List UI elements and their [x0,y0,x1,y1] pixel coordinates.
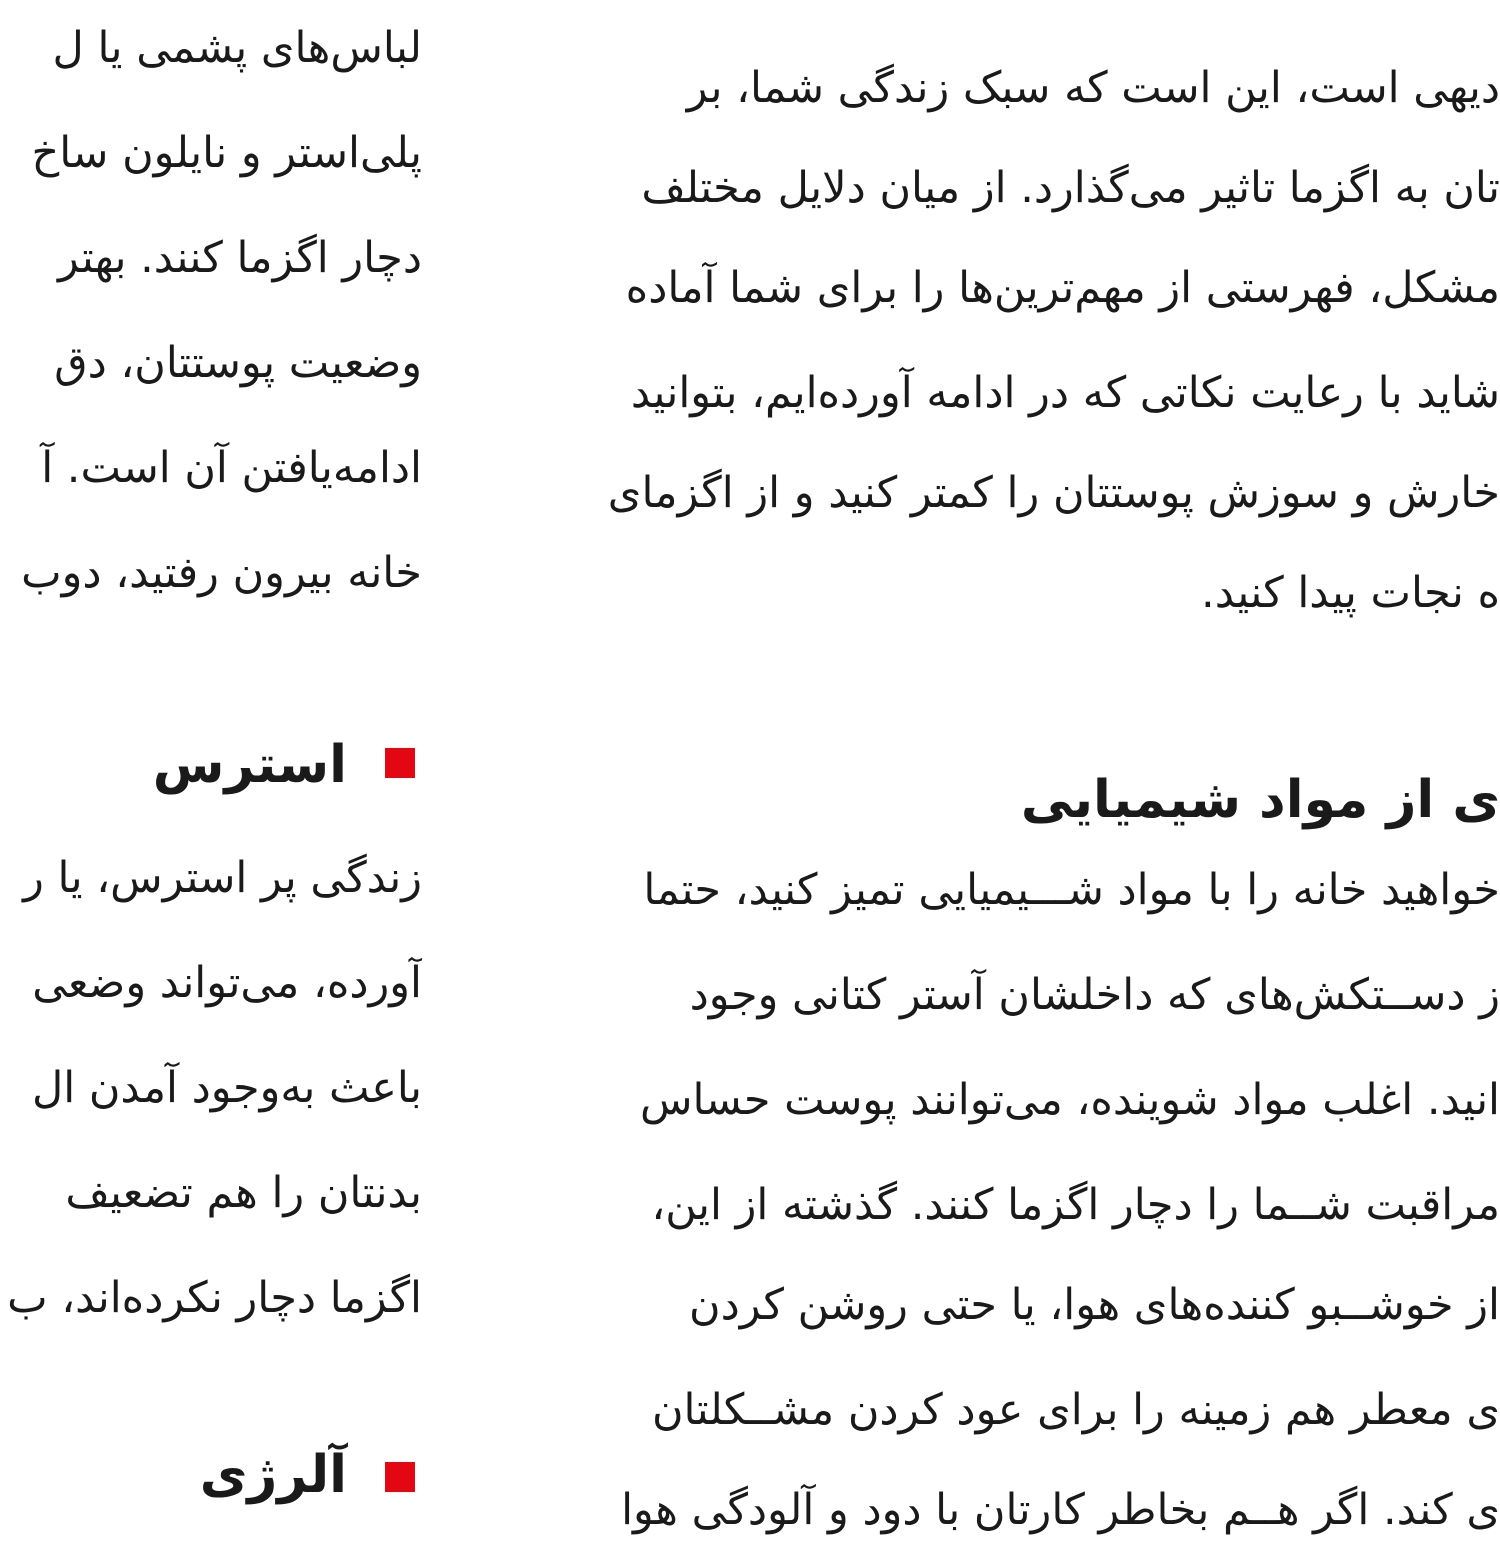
section-heading-chemicals: ی از مواد شیمیایی [1020,770,1500,830]
section-heading-allergy: آلرژی [199,1445,347,1505]
right-text-line: مشکل، فهرستی از مهم‌ترین‌ها را برای شما آماده [625,263,1500,313]
right-text-line: از خوشــبو کننده‌های هوا، یا حتی روشن کردن [689,1280,1500,1330]
left-text-line: اگزما دچار نکرده‌اند، ب [7,1273,422,1323]
right-text-line: ز دســتکش‌های که داخلشان آستر کتانی وجود [689,970,1500,1020]
right-text-line: تان به اگزما تاثیر می‌گذارد. از میان دلایل مختلف [641,163,1500,213]
left-text-line: بدنتان را هم تضعیف [65,1168,422,1218]
right-column [530,0,1500,1545]
section-bullet-square [385,748,415,778]
left-text-line: آورده، می‌تواند وضعی [32,958,422,1008]
right-text-line: انید. اغلب مواد شوینده، می‌توانند پوست حساس [639,1075,1500,1125]
left-text-line: دچار اگزما کنند. بهتر [57,233,422,283]
right-text-line: خارش و سوزش پوستتان را کمتر کنید و از اگزمای [607,468,1500,518]
left-text-line: خانه بیرون رفتید، دوب [21,548,422,598]
left-text-line: ادامه‌یافتن آن است. آ [41,443,422,493]
left-text-line: باعث به‌وجود آمدن ال [31,1063,422,1113]
left-text-line: وضعیت پوستتان، دق [54,338,422,388]
right-text-line: دیهی است، این است که سبک زندگی شما، بر [686,63,1500,113]
right-text-line: خواهید خانه را با مواد شـــیمیایی تمیز کنید، حتما [643,865,1500,915]
left-text-line: لباس‌های پشمی یا ل [52,23,422,73]
left-column [0,0,422,1545]
right-text-line: ی معطر هم زمینه را برای عود کردن مشــکلتان [651,1385,1500,1435]
left-text-line: زندگی پر استرس، یا ر [23,853,422,903]
right-text-line: ه نجات پیدا کنید. [1201,568,1500,618]
section-bullet-square [385,1462,415,1492]
right-text-line: ی کند. اگر هــم بخاطر کارتان با دود و آلودگی هوا [621,1485,1500,1535]
right-text-line: شاید با رعایت نکاتی که در ادامه آورده‌ایم، بتوانید [630,368,1500,418]
right-text-line: مراقبت شــما را دچار اگزما کنند. گذشته از این، [651,1180,1500,1230]
section-heading-stress: استرس [152,735,347,795]
left-text-line: پلی‌استر و نایلون ساخ [31,128,422,178]
